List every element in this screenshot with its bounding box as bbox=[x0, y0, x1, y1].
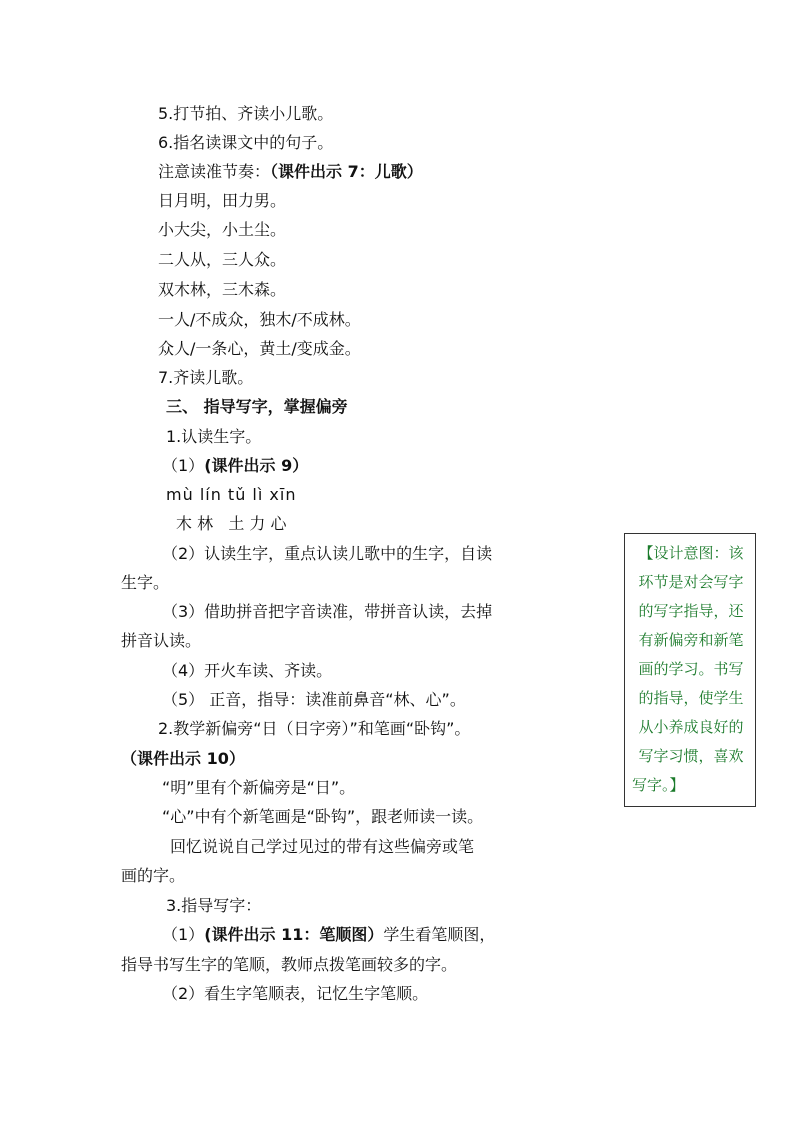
substep-3-text: 3.指导写字： bbox=[166, 896, 262, 915]
item-2-line-1: （2）认读生字，重点认读儿歌中的生字，自读 bbox=[162, 544, 493, 563]
section-heading: 三、 指导写字，掌握偏旁 bbox=[166, 397, 348, 416]
design-intent-line: 从小养成良好的 bbox=[638, 718, 744, 736]
new-stroke-text: “心”中有个新笔画是“卧钩”，跟老师读一读。 bbox=[162, 807, 484, 826]
recall-line-1: 回忆说说自己学过见过的带有这些偏旁或笔 bbox=[170, 837, 475, 856]
design-intent-box bbox=[624, 533, 756, 807]
substep-1-text: 1.认读生字。 bbox=[166, 427, 262, 446]
item-3-line-1: （3）借助拼音把字音读准，带拼音认读，去掉 bbox=[162, 602, 493, 621]
item-2-line-2: 生字。 bbox=[121, 573, 170, 592]
design-intent-line: 环节是对会写字 bbox=[638, 573, 744, 591]
writing-item-2-text: （2）看生字笔顺表，记忆生字笔顺。 bbox=[162, 984, 429, 1003]
rhyme-line-1: 日月明，田力男。 bbox=[158, 191, 287, 210]
writing-item-1-text: 学生看笔顺图， bbox=[383, 925, 496, 944]
rhyme-line-4: 双木林，三木森。 bbox=[158, 280, 287, 299]
item-1-label: （1） bbox=[162, 456, 205, 475]
step-7-text: 7.齐读儿歌。 bbox=[158, 368, 254, 387]
design-intent-line: 写字。】 bbox=[632, 776, 685, 794]
item-5-text: （5） 正音，指导：读准前鼻音“林、心”。 bbox=[162, 690, 466, 709]
design-intent-line: 的指导，使学生 bbox=[638, 689, 744, 707]
new-characters-row: 木 林 土 力 心 bbox=[176, 514, 287, 533]
recall-line-2: 画的字。 bbox=[121, 866, 186, 885]
design-intent-line: 有新偏旁和新笔 bbox=[638, 631, 744, 649]
design-intent-line: 画的学习。书写 bbox=[638, 660, 744, 678]
new-radical-text: “明”里有个新偏旁是“日”。 bbox=[162, 778, 356, 797]
design-intent-line: 写字习惯，喜欢 bbox=[638, 747, 744, 765]
rhyme-line-3: 二人从，三人众。 bbox=[158, 250, 287, 269]
writing-item-1-label: （1） bbox=[162, 925, 205, 944]
item-4-text: （4）开火车读、齐读。 bbox=[162, 661, 333, 680]
rhyme-line-2: 小大尖，小土尘。 bbox=[158, 220, 287, 239]
courseware-ref-9: (课件出示 9） bbox=[204, 456, 309, 475]
pinyin-row: mù lín tǔ lì xīn bbox=[166, 485, 297, 504]
step-6-text: 6.指名读课文中的句子。 bbox=[158, 133, 334, 152]
step-5-text: 5.打节拍、齐读小儿歌。 bbox=[158, 104, 334, 123]
courseware-ref-10: （课件出示 10） bbox=[121, 749, 245, 768]
rhythm-note bbox=[158, 162, 423, 182]
design-intent-line: 的写字指导，还 bbox=[638, 602, 744, 620]
design-intent-line: 【设计意图：该 bbox=[638, 544, 744, 562]
substep-2-text: 2.教学新偏旁“日（日字旁）”和笔画“卧钩”。 bbox=[158, 719, 471, 738]
rhyme-line-6: 众人/一条心，黄土/变成金。 bbox=[158, 339, 361, 358]
rhyme-line-5: 一人/不成众，独木/不成林。 bbox=[158, 310, 361, 329]
writing-item-1-line-2: 指导书写生字的笔顺，教师点拨笔画较多的字。 bbox=[121, 955, 458, 974]
writing-item-1-line-1 bbox=[162, 925, 495, 945]
courseware-ref-11: (课件出示 11：笔顺图） bbox=[204, 925, 384, 944]
rhythm-note-text: 注意读准节奏： bbox=[158, 162, 271, 181]
item-3-line-2: 拼音认读。 bbox=[121, 631, 202, 650]
courseware-ref-7: （课件出示 7：儿歌） bbox=[270, 162, 423, 181]
courseware-9-line bbox=[162, 456, 308, 476]
